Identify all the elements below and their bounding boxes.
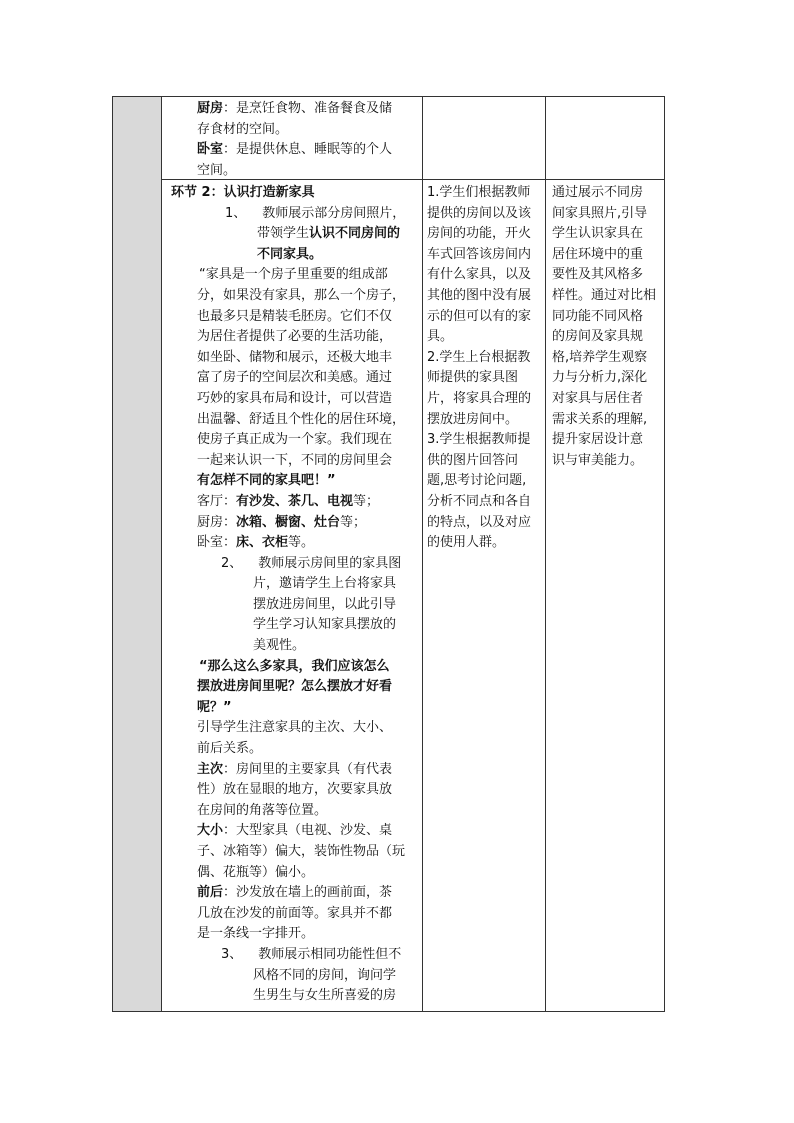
step3-line: 3、 教师展示相同功能性但不 (221, 946, 402, 962)
rule-line: 是一条线一字排开。 (197, 926, 315, 942)
bedroom-furniture: 卧室：床、衣柜等。 (197, 535, 315, 551)
intent-line: 提升家居设计意 (552, 432, 644, 448)
kitchen-definition: 厨房：是烹饪食物、准备餐食及储 (197, 101, 393, 116)
front-back-rule: 前后：沙发放在墙上的画前面，茶 (197, 885, 393, 901)
intent-line: 同功能不同风格 (552, 308, 644, 324)
student-line: 车式回答该房间内 (427, 246, 532, 262)
student-line: 示的但可以有的家 (427, 308, 532, 324)
bedroom-definition: 卧室：是提供休息、睡眠等的个人 (197, 142, 393, 158)
quote-line: 为居住者提供了必要的生活功能， (197, 329, 393, 345)
quote-line: 出温馨、舒适且个性化的居住环境， (197, 411, 406, 427)
stage-column (113, 97, 162, 1011)
intent-line: 通过展示不同房 (552, 185, 644, 200)
quote-line: 也最多只是精装毛胚房。它们不仅 (197, 308, 393, 324)
guide-line: 引导学生注意家具的主次、大小、 (197, 720, 393, 736)
quote-line: 如坐卧、储物和展示，还极大地丰 (197, 349, 393, 365)
quote-line: 分，如果没有家具，那么一个房子， (197, 287, 406, 303)
quote2 (171, 657, 421, 945)
rule-line: 几放在沙发的前面等。家具并不都 (197, 905, 393, 921)
step3-line: 风格不同的房间，询问学 (253, 967, 397, 983)
student-line: 片，将家具合理的 (427, 390, 532, 406)
student-line: 具。 (427, 329, 454, 345)
student-line: 其他的图中没有展 (427, 287, 532, 303)
quote-line: “家具是一个房子里重要的组成部 (199, 267, 388, 283)
step2-line: 学生学习认知家具摆放的 (253, 617, 397, 633)
intent-line: 要性及其风格多 (552, 267, 644, 283)
intent-line: 居住环境中的重 (552, 246, 644, 262)
student-line: 提供的房间以及该 (427, 205, 532, 221)
step1-line: 带领学生认识不同房间的 (257, 226, 401, 242)
design-intent-cell (552, 183, 664, 471)
quote-line: 一起来认识一下，不同的房间里会 (197, 452, 393, 468)
row1-teacher-cell (197, 99, 419, 181)
step1-line: 1、 教师展示部分房间照片， (225, 205, 406, 221)
lesson-plan-table (112, 96, 665, 1012)
student-line: 摆放进房间中。 (427, 411, 519, 427)
step3 (171, 945, 421, 1007)
teacher-activity-cell (171, 183, 421, 1007)
step2 (171, 554, 421, 657)
guide-line: 前后关系。 (197, 741, 263, 757)
step2-line: 美观性。 (253, 638, 306, 654)
student-line: 2.学生上台根据教 (427, 349, 531, 365)
quote-line: 富了房子的空间层次和美感。通过 (197, 370, 393, 386)
student-line: 题,思考讨论问题, (427, 473, 527, 489)
student-line: 房间的功能，开火 (427, 226, 532, 242)
quote-line: 摆放进房间里呢？怎么摆放才好看 (197, 679, 393, 695)
student-line: 分析不同点和各自 (427, 493, 532, 509)
quote-line: 有怎样不同的家具吧！” (197, 473, 336, 489)
rule-line: 在房间的角落等位置。 (197, 802, 328, 818)
section-heading: 环节 2：认识打造新家具 (171, 185, 315, 200)
size-rule: 大小：大型家具（电视、沙发、桌 (197, 823, 393, 839)
intent-line: 学生认识家具在 (552, 226, 644, 242)
student-line: 3.学生根据教师提 (427, 432, 531, 448)
intent-line: 识与审美能力。 (552, 452, 644, 468)
step2-line: 摆放进房间里，以此引导 (253, 596, 397, 612)
column-divider (545, 97, 546, 1011)
intent-line: 力与分析力,深化 (552, 370, 648, 386)
kitchen-furniture: 厨房：冰箱、橱窗、灶台等； (197, 514, 367, 530)
intent-line: 的房间及家具规 (552, 329, 644, 345)
rule-line: 偶、花瓶等）偏小。 (197, 864, 315, 880)
student-line: 有什么家具，以及 (427, 267, 532, 283)
kitchen-definition-cont: 存食材的空间。 (197, 121, 289, 137)
living-room-furniture: 客厅：有沙发、茶几、电视等； (197, 493, 380, 509)
step2-line: 2、 教师展示房间里的家具图 (221, 555, 402, 571)
primary-secondary-rule: 主次：房间里的主要家具（有代表 (197, 761, 393, 777)
rule-line: 性）放在显眼的地方，次要家具放 (197, 782, 393, 798)
intent-line: 对家具与居住者 (552, 390, 644, 406)
column-divider (422, 97, 423, 1011)
step1-line: 不同家具。 (257, 246, 323, 262)
furniture-list (171, 492, 421, 554)
quote-line: 呢？” (197, 699, 232, 715)
quote1 (171, 265, 421, 492)
student-line: 师提供的家具图 (427, 370, 519, 386)
intent-line: 间家具照片,引导 (552, 205, 648, 221)
step3-line: 生男生与女生所喜爱的房 (253, 988, 397, 1004)
student-line: 供的图片回答问 (427, 452, 519, 468)
student-line: 1.学生们根据教师 (427, 185, 531, 200)
intent-line: 样性。通过对比相 (552, 287, 657, 303)
bedroom-definition-cont: 空间。 (197, 162, 237, 178)
student-line: 的使用人群。 (427, 535, 506, 551)
quote-line: 巧妙的家具布局和设计，可以营造 (197, 390, 393, 406)
rule-line: 子、冰箱等）偏大，装饰性物品（玩 (197, 844, 406, 859)
student-activity-cell (427, 183, 541, 554)
intent-line: 需求关系的理解, (552, 411, 648, 427)
intent-line: 格,培养学生观察 (552, 349, 648, 365)
student-line: 的特点，以及对应 (427, 514, 532, 530)
step2-line: 片，邀请学生上台将家具 (253, 576, 397, 592)
quote-line: “那么这么多家具，我们应该怎么 (199, 658, 390, 674)
quote-line: 使房子真正成为一个家。我们现在 (197, 432, 393, 448)
